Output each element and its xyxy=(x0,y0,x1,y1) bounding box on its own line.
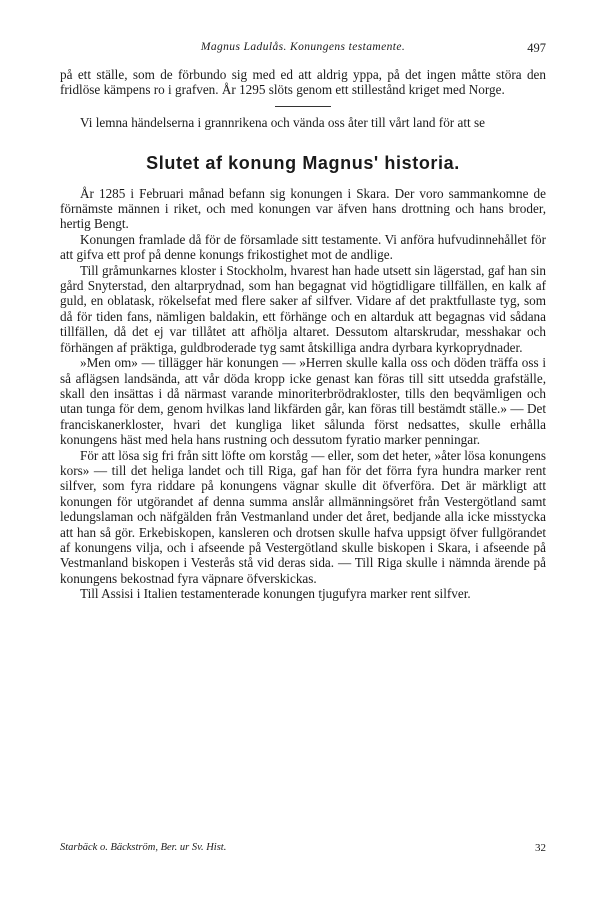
section-paragraph-3: Till gråmunkarnes kloster i Stockholm, hvarest han hade utsett sin lägerstad, gaf han sin gård Snyterstad, den altarprydnad, som han begagnat vid högtidligare tillfällen, en kalk af guld, en oblatask, rökelsefat med flere saker af silfver. Vidare af det praktfullaste tyg, som då för tiden fans, nämligen baldakin, ett förhänge och en altarduk att begagnas vid sådana tillfällen, då det ej var tillåtet att afhölja altaret. Dessutom altarskrudar, messhakar och förhängen af präktiga, guldbroderade tyg samt åtskilliga andra dyrbara kyrkoprydnader. xyxy=(60,262,546,355)
intro-paragraph-1: på ett ställe, som de förbundo sig med ed att aldrig yppa, på det ingen måtte störa den fridlöse kämpens ro i grafven. År 1295 slöts genom ett stillestånd kriget med Norge. xyxy=(60,67,546,98)
section-heading: Slutet af konung Magnus' historia. xyxy=(146,153,460,174)
section-paragraph-2: Konungen framlade då för de församlade sitt testamente. Vi anföra hufvudinnehållet för att gifva ett prof på denne konungs frikostighet mot de andlige. xyxy=(60,231,546,263)
section-paragraph-1: År 1285 i Februari månad befann sig konungen i Skara. Der voro sammankomne de förnämste männen i riket, och med konungen var äfven hans drottning och hans broder, hertig Bengt. xyxy=(60,185,546,232)
page-header xyxy=(60,41,546,59)
section-paragraph-5: För att lösa sig fri från sitt löfte om korståg — eller, som det heter, »åter lösa konungens kors» — till det heliga landet och till Riga, gaf han för det förra fyra hundra marker rent silfver, som fyra riddare på konungens vägnar skulle dit öfverföra. Det är märkligt att konungen för utgörandet af denna summa anslår allmänningsöret från Vestergötland samt ledungslaman och näfgälden från Vestmanland under det året, bedjande alla icke misstycka att han så gör. Erkebiskopen, kansleren och drotsen skulle hafva uppsigt öfver fullgörandet af konungens vilja, och i afseende på Vestergötland skulle biskopen i Skara, i afseende på Vestmanland biskopen i Vesterås stå vid deras sida. — Till Riga skulle i nämnda ärende på konungens bekostnad fyra väpnare öfverskickas. xyxy=(60,447,546,586)
page-footer xyxy=(60,842,546,858)
section-paragraph-6: Till Assisi i Italien testamenterade konungen tjugufyra marker rent silfver. xyxy=(80,586,471,602)
divider-rule xyxy=(275,106,331,107)
body-text xyxy=(60,67,546,602)
running-title: Magnus Ladulås. Konungens testamente. xyxy=(200,41,406,53)
section-paragraph-4: »Men om» — tillägger här konungen — »Herren skulle kalla oss och döden träffa oss i så aflägsen landsända, att vår döda kropp icke genast kan föras till sitt utsedda grafställe, skall den insättas i då närmast varande minoriterbrödrakloster, tills den beqvämligen och utan tunga för dem, genom hvilkas land likfärden går, kan föras till bestämdt ställe.» — Det franciskanerkloster, hvari det kungliga liket sålunda först nedsattes, skulle erhålla konungens häst med hela hans rustning och dessutom fyratio marker penningar. xyxy=(60,355,546,448)
page-number: 497 xyxy=(527,41,546,55)
footer-signature: Starbäck o. Bäckström, Ber. ur Sv. Hist. xyxy=(60,842,227,853)
footer-sheet-number: 32 xyxy=(535,842,546,854)
intro-paragraph-2: Vi lemna händelserna i grannrikena och vända oss åter till vårt land för att se xyxy=(80,114,485,130)
